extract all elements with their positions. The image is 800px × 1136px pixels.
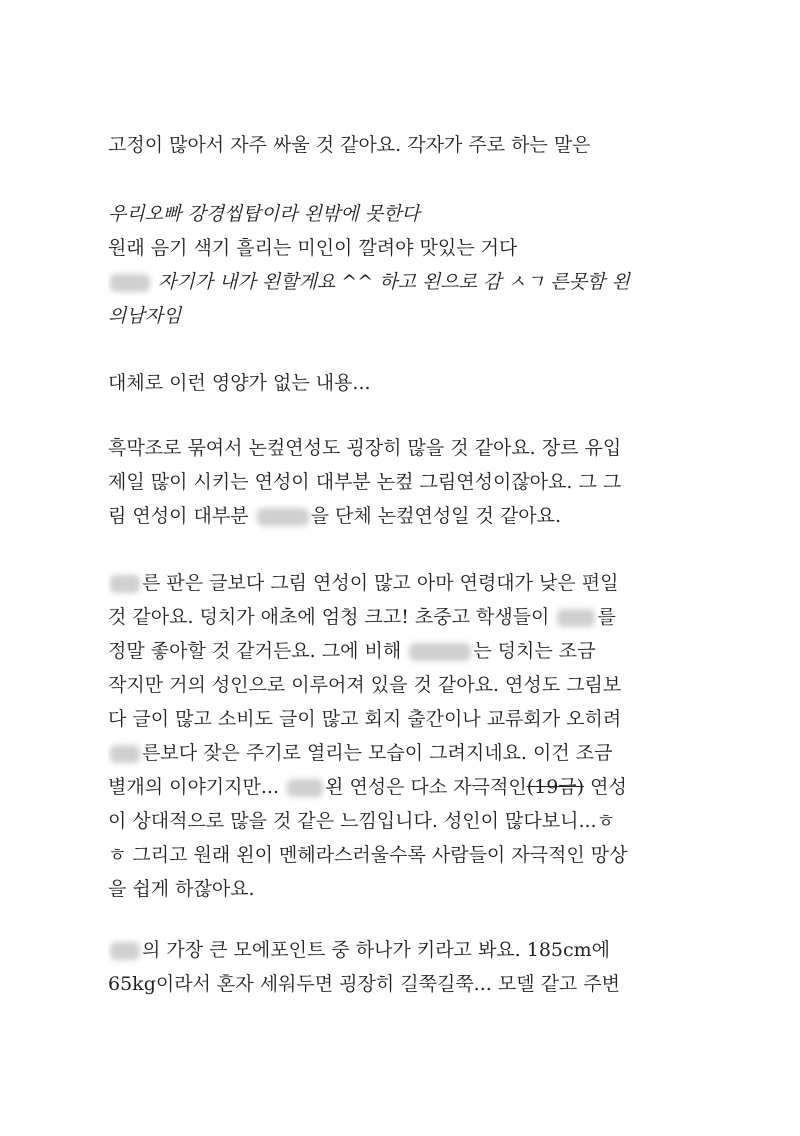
text-line: 우리오빠 강경씹탑이라 왼밖에 못한다 — [108, 203, 420, 225]
text-line: 흑막조로 묶여서 논컾연성도 굉장히 많을 것 같아요. 장르 유입 — [108, 437, 622, 459]
text-line: ㅎ 그리고 원래 왼이 멘헤라스러울수록 사람들이 자극적인 망상 — [108, 844, 628, 866]
text-line: 이 상대적으로 많을 것 같은 느낌입니다. 성인이 많다보니...ㅎ — [108, 810, 615, 832]
text-segment: 별개의 이야기지만... — [108, 776, 279, 798]
text-segment: 림 연성이 대부분 — [108, 505, 249, 527]
text-line — [108, 566, 694, 600]
blurred-name — [557, 609, 595, 627]
blurred-name — [110, 575, 140, 593]
text-segment: 자기가 내가 왼할게요 ^^ 하고 왼으로 감 ㅅㄱ 른못함 왼 — [158, 271, 630, 293]
blurred-name — [110, 942, 140, 960]
text-line — [108, 770, 694, 804]
text-line: 작지만 거의 성인으로 이루어져 있을 것 같아요. 연성도 그림보 — [108, 674, 622, 696]
blurred-name — [257, 508, 309, 526]
blurred-name — [110, 745, 140, 763]
text-line: 의남자임 — [108, 305, 182, 327]
paragraph-5 — [108, 566, 694, 906]
text-segment: 른보다 잦은 주기로 열리는 모습이 그려지네요. 이건 조금 — [142, 742, 613, 764]
text-line — [108, 600, 694, 634]
text-segment: 를 — [597, 606, 616, 628]
text-line — [108, 634, 694, 668]
text-segment: 을 단체 논컾연성일 것 같아요. — [310, 505, 562, 527]
text-segment: 정말 좋아할 것 같거든요. 그에 비해 — [108, 640, 402, 662]
text-line: 다 글이 많고 소비도 글이 많고 회지 출간이나 교류회가 오히려 — [108, 708, 622, 730]
paragraph-4 — [108, 431, 694, 533]
text-line: 을 쉽게 하잖아요. — [108, 878, 255, 900]
text-line: 65kg이라서 혼자 세워두면 굉장히 길쭉길쭉... 모델 같고 주변 — [108, 973, 621, 995]
text-segment: 른 판은 글보다 그림 연성이 많고 아마 연령대가 낮은 편일 — [142, 572, 619, 594]
blurred-name — [409, 643, 471, 661]
text-segment: 왼 연성은 다소 자극적인 — [325, 776, 527, 798]
strikethrough-text: (19금) — [526, 776, 585, 798]
text-line — [108, 499, 694, 533]
text-segment: 는 덩치는 조금 — [473, 640, 596, 662]
text-line: 원래 음기 색기 흘리는 미인이 깔려야 맛있는 거다 — [108, 237, 518, 259]
paragraph-6 — [108, 933, 694, 1001]
text-segment: 것 같아요. 덩치가 애초에 엄청 크고! 초중고 학생들이 — [108, 606, 550, 628]
blurred-name — [110, 274, 150, 292]
paragraph-3 — [108, 366, 694, 400]
paragraph-1 — [108, 128, 694, 162]
text-line: 대체로 이런 영양가 없는 내용... — [108, 372, 371, 394]
text-line: 제일 많이 시키는 연성이 대부분 논컾 그림연성이잖아요. 그 그 — [108, 471, 622, 493]
blurred-name — [287, 779, 323, 797]
text-line — [108, 265, 694, 299]
text-segment: 의 가장 큰 모에포인트 중 하나가 키라고 봐요. 185cm에 — [142, 939, 611, 961]
text-line — [108, 736, 694, 770]
text-line — [108, 933, 694, 967]
paragraph-2 — [108, 197, 694, 333]
text-line: 고정이 많아서 자주 싸울 것 같아요. 각자가 주로 하는 말은 — [108, 134, 591, 156]
text-segment: 연성 — [584, 776, 627, 798]
